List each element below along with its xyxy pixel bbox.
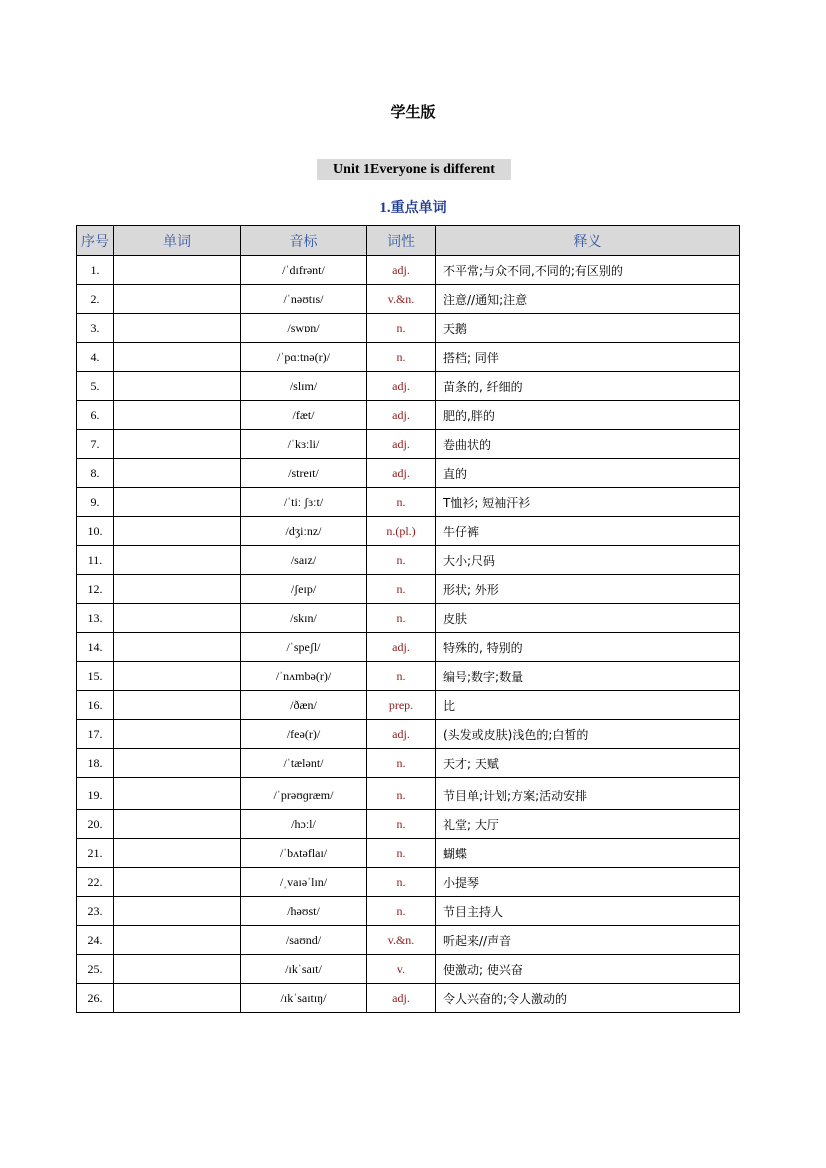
word-blank[interactable]: [114, 720, 241, 749]
part-of-speech: n.: [367, 314, 436, 343]
meaning: 使激动; 使兴奋: [436, 955, 740, 984]
meaning: 皮肤: [436, 604, 740, 633]
phonetic: /ɪkˈsaɪtɪŋ/: [241, 984, 367, 1013]
part-of-speech: n.(pl.): [367, 517, 436, 546]
table-row: [77, 778, 740, 810]
part-of-speech: n.: [367, 868, 436, 897]
row-number: 15.: [77, 662, 114, 691]
phonetic: /həʊst/: [241, 897, 367, 926]
part-of-speech: adj.: [367, 256, 436, 285]
table-row: [77, 256, 740, 285]
row-number: 19.: [77, 778, 114, 810]
meaning: 节目单;计划;方案;活动安排: [436, 778, 740, 810]
row-number: 5.: [77, 372, 114, 401]
row-number: 24.: [77, 926, 114, 955]
part-of-speech: n.: [367, 662, 436, 691]
part-of-speech: n.: [367, 546, 436, 575]
meaning: 直的: [436, 459, 740, 488]
row-number: 10.: [77, 517, 114, 546]
table-header-row: [77, 226, 740, 256]
table-row: [77, 343, 740, 372]
part-of-speech: adj.: [367, 459, 436, 488]
meaning: 天才; 天赋: [436, 749, 740, 778]
phonetic: /ˈnəʊtɪs/: [241, 285, 367, 314]
row-number: 12.: [77, 575, 114, 604]
part-of-speech: adj.: [367, 720, 436, 749]
table-row: [77, 749, 740, 778]
meaning: 令人兴奋的;令人激动的: [436, 984, 740, 1013]
word-blank[interactable]: [114, 691, 241, 720]
meaning: 比: [436, 691, 740, 720]
phonetic: /ˈspeʃl/: [241, 633, 367, 662]
row-number: 20.: [77, 810, 114, 839]
table-row: [77, 839, 740, 868]
word-blank[interactable]: [114, 546, 241, 575]
meaning: 搭档; 同伴: [436, 343, 740, 372]
row-number: 13.: [77, 604, 114, 633]
meaning: 苗条的, 纤细的: [436, 372, 740, 401]
part-of-speech: v.&n.: [367, 285, 436, 314]
meaning: 听起来//声音: [436, 926, 740, 955]
table-row: [77, 488, 740, 517]
phonetic: /saɪz/: [241, 546, 367, 575]
meaning: 特殊的, 特别的: [436, 633, 740, 662]
word-blank[interactable]: [114, 285, 241, 314]
section-number: 1.: [379, 200, 391, 216]
word-blank[interactable]: [114, 256, 241, 285]
table-row: [77, 897, 740, 926]
phonetic: /ˌvaɪəˈlɪn/: [241, 868, 367, 897]
header-number: 序号: [77, 226, 114, 256]
table-row: [77, 926, 740, 955]
phonetic: /ˈtiː ʃɜːt/: [241, 488, 367, 517]
header-word: 单词: [114, 226, 241, 256]
part-of-speech: n.: [367, 897, 436, 926]
table-row: [77, 984, 740, 1013]
phonetic: /feə(r)/: [241, 720, 367, 749]
section-title: [0, 197, 826, 217]
row-number: 9.: [77, 488, 114, 517]
phonetic: /saʊnd/: [241, 926, 367, 955]
word-blank[interactable]: [114, 749, 241, 778]
part-of-speech: v.: [367, 955, 436, 984]
word-blank[interactable]: [114, 955, 241, 984]
word-blank[interactable]: [114, 401, 241, 430]
table-row: [77, 662, 740, 691]
unit-title: Unit 1Everyone is different: [317, 159, 511, 180]
meaning: 蝴蝶: [436, 839, 740, 868]
table-row: [77, 546, 740, 575]
part-of-speech: n.: [367, 343, 436, 372]
vocabulary-table: [76, 225, 740, 1013]
meaning: 卷曲状的: [436, 430, 740, 459]
phonetic: /ˈnʌmbə(r)/: [241, 662, 367, 691]
table-row: [77, 955, 740, 984]
part-of-speech: n.: [367, 810, 436, 839]
header-meaning: 释义: [436, 226, 740, 256]
part-of-speech: adj.: [367, 430, 436, 459]
meaning: 注意//通知;注意: [436, 285, 740, 314]
table-row: [77, 314, 740, 343]
meaning: 肥的,胖的: [436, 401, 740, 430]
word-blank[interactable]: [114, 839, 241, 868]
table-row: [77, 575, 740, 604]
part-of-speech: adj.: [367, 372, 436, 401]
phonetic: /ʃeɪp/: [241, 575, 367, 604]
word-blank[interactable]: [114, 633, 241, 662]
header-phonetic: 音标: [241, 226, 367, 256]
row-number: 1.: [77, 256, 114, 285]
phonetic: /ˈkɜːli/: [241, 430, 367, 459]
word-blank[interactable]: [114, 314, 241, 343]
word-blank[interactable]: [114, 984, 241, 1013]
part-of-speech: adj.: [367, 633, 436, 662]
table-row: [77, 401, 740, 430]
phonetic: /ɪkˈsaɪt/: [241, 955, 367, 984]
phonetic: /ˈbʌtəflaɪ/: [241, 839, 367, 868]
meaning: T恤衫; 短袖汗衫: [436, 488, 740, 517]
table-row: [77, 720, 740, 749]
phonetic: /fæt/: [241, 401, 367, 430]
meaning: 牛仔裤: [436, 517, 740, 546]
row-number: 3.: [77, 314, 114, 343]
word-blank[interactable]: [114, 517, 241, 546]
word-blank[interactable]: [114, 575, 241, 604]
row-number: 2.: [77, 285, 114, 314]
meaning: 编号;数字;数量: [436, 662, 740, 691]
word-blank[interactable]: [114, 459, 241, 488]
row-number: 14.: [77, 633, 114, 662]
phonetic: /swɒn/: [241, 314, 367, 343]
table-row: [77, 868, 740, 897]
table-row: [77, 691, 740, 720]
part-of-speech: prep.: [367, 691, 436, 720]
part-of-speech: n.: [367, 575, 436, 604]
phonetic: /ˈpɑːtnə(r)/: [241, 343, 367, 372]
meaning: 小提琴: [436, 868, 740, 897]
row-number: 4.: [77, 343, 114, 372]
phonetic: /ˈdɪfrənt/: [241, 256, 367, 285]
phonetic: /hɔːl/: [241, 810, 367, 839]
meaning: 大小;尺码: [436, 546, 740, 575]
part-of-speech: adj.: [367, 401, 436, 430]
phonetic: /ˈprəʊɡræm/: [241, 778, 367, 810]
part-of-speech: n.: [367, 839, 436, 868]
meaning: 天鹅: [436, 314, 740, 343]
row-number: 6.: [77, 401, 114, 430]
section-label: 重点单词: [390, 200, 447, 216]
table-row: [77, 430, 740, 459]
word-blank[interactable]: [114, 604, 241, 633]
row-number: 22.: [77, 868, 114, 897]
phonetic: /slɪm/: [241, 372, 367, 401]
part-of-speech: n.: [367, 778, 436, 810]
meaning: (头发或皮肤)浅色的;白皙的: [436, 720, 740, 749]
word-blank[interactable]: [114, 430, 241, 459]
word-blank[interactable]: [114, 488, 241, 517]
row-number: 26.: [77, 984, 114, 1013]
table-row: [77, 459, 740, 488]
table-row: [77, 285, 740, 314]
table-row: [77, 604, 740, 633]
row-number: 11.: [77, 546, 114, 575]
row-number: 23.: [77, 897, 114, 926]
phonetic: /ðæn/: [241, 691, 367, 720]
part-of-speech: n.: [367, 749, 436, 778]
word-blank[interactable]: [114, 778, 241, 810]
phonetic: /ˈtælənt/: [241, 749, 367, 778]
word-blank[interactable]: [114, 926, 241, 955]
row-number: 21.: [77, 839, 114, 868]
table-body: [77, 256, 740, 1013]
header-part-of-speech: 词性: [367, 226, 436, 256]
table-row: [77, 372, 740, 401]
row-number: 8.: [77, 459, 114, 488]
part-of-speech: v.&n.: [367, 926, 436, 955]
word-blank[interactable]: [114, 662, 241, 691]
word-blank[interactable]: [114, 868, 241, 897]
word-blank[interactable]: [114, 810, 241, 839]
part-of-speech: n.: [367, 604, 436, 633]
meaning: 不平常;与众不同,不同的;有区别的: [436, 256, 740, 285]
word-blank[interactable]: [114, 372, 241, 401]
row-number: 25.: [77, 955, 114, 984]
row-number: 7.: [77, 430, 114, 459]
phonetic: /streɪt/: [241, 459, 367, 488]
table-row: [77, 517, 740, 546]
meaning: 形状; 外形: [436, 575, 740, 604]
meaning: 礼堂; 大厅: [436, 810, 740, 839]
part-of-speech: n.: [367, 488, 436, 517]
row-number: 16.: [77, 691, 114, 720]
phonetic: /skɪn/: [241, 604, 367, 633]
page-title: 学生版: [390, 103, 436, 121]
meaning: 节目主持人: [436, 897, 740, 926]
row-number: 17.: [77, 720, 114, 749]
word-blank[interactable]: [114, 343, 241, 372]
table-row: [77, 810, 740, 839]
row-number: 18.: [77, 749, 114, 778]
table-row: [77, 633, 740, 662]
word-blank[interactable]: [114, 897, 241, 926]
part-of-speech: adj.: [367, 984, 436, 1013]
phonetic: /dʒiːnz/: [241, 517, 367, 546]
